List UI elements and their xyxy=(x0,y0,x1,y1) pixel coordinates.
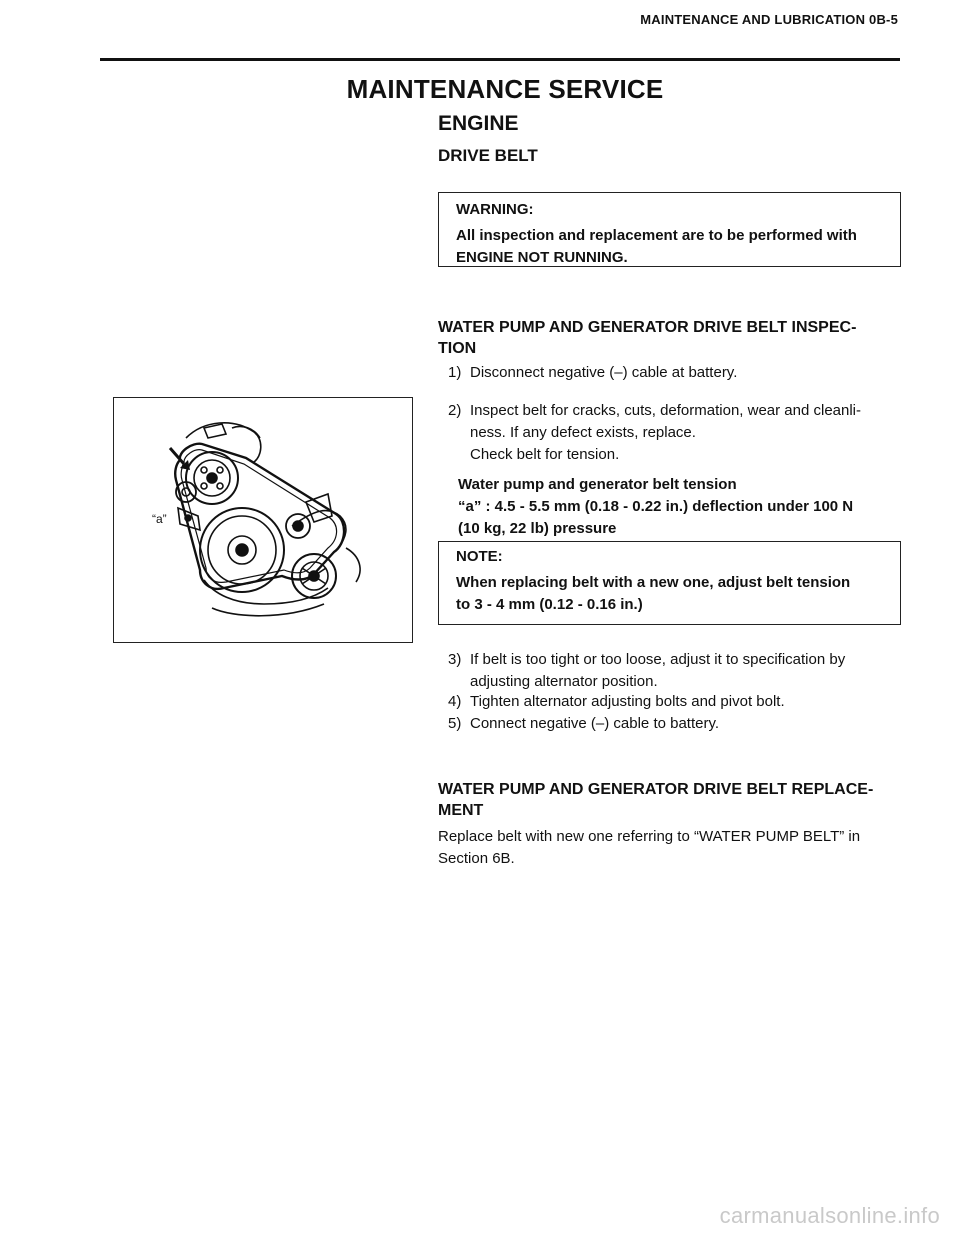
step-2-line-3: Check belt for tension. xyxy=(470,446,620,463)
belt-tension-spec xyxy=(458,474,898,540)
step-3-line-1: If belt is too tight or too loose, adjust it to specification by xyxy=(470,651,846,668)
inspection-title-line-2: TION xyxy=(438,340,477,357)
step-4-number: 4) xyxy=(448,693,462,710)
warning-line-2: ENGINE NOT RUNNING. xyxy=(456,249,628,266)
step-5-number: 5) xyxy=(448,715,462,732)
replacement-text-line-1: Replace belt with new one referring to “WATER PUMP BELT” in xyxy=(438,828,861,845)
header-rule xyxy=(100,58,900,61)
replacement-title-line-2: MENT xyxy=(438,802,484,819)
step-1 xyxy=(448,362,898,384)
drive-belt-illustration xyxy=(114,398,412,642)
note-text xyxy=(456,572,900,616)
arrow-icon xyxy=(170,448,190,470)
watermark: carmanualsonline.info xyxy=(719,1203,940,1228)
subsection-heading: DRIVE BELT xyxy=(438,146,538,165)
step-1-number: 1) xyxy=(448,364,462,381)
step-2-line-1: Inspect belt for cracks, cuts, deformation, wear and cleanli- xyxy=(470,402,862,419)
note-line-1: When replacing belt with a new one, adjust belt tension xyxy=(456,574,851,591)
spec-line-2: “a” : 4.5 - 5.5 mm (0.18 - 0.22 in.) deflection under 100 N xyxy=(458,498,854,515)
replacement-title-line-1: WATER PUMP AND GENERATOR DRIVE BELT REPLACE- xyxy=(438,781,874,798)
note-title: NOTE: xyxy=(456,548,503,565)
warning-line-1: All inspection and replacement are to be performed with xyxy=(456,227,857,244)
step-2-line-2: ness. If any defect exists, replace. xyxy=(470,424,696,441)
section-heading: ENGINE xyxy=(438,112,519,135)
step-1-text: Disconnect negative (–) cable at battery. xyxy=(470,364,738,381)
spec-line-3: (10 kg, 22 lb) pressure xyxy=(458,520,617,537)
step-5 xyxy=(448,713,898,735)
step-3-number: 3) xyxy=(448,651,462,668)
step-4 xyxy=(448,691,898,713)
inspection-title xyxy=(438,317,898,359)
step-3 xyxy=(448,649,898,693)
warning-title: WARNING: xyxy=(456,201,534,218)
step-5-text: Connect negative (–) cable to battery. xyxy=(470,715,720,732)
replacement-title xyxy=(438,779,898,821)
step-3-line-2: adjusting alternator position. xyxy=(470,673,658,690)
warning-text xyxy=(456,225,900,269)
replacement-text xyxy=(438,826,898,870)
warning-box xyxy=(438,192,901,267)
step-2 xyxy=(448,400,898,466)
note-box xyxy=(438,541,901,625)
step-2-number: 2) xyxy=(448,402,462,419)
inspection-title-line-1: WATER PUMP AND GENERATOR DRIVE BELT INSPEC- xyxy=(438,319,857,336)
page-title: MAINTENANCE SERVICE xyxy=(346,74,664,104)
spec-line-1: Water pump and generator belt tension xyxy=(458,476,737,493)
running-header: MAINTENANCE AND LUBRICATION 0B-5 xyxy=(640,12,898,27)
figure-label-a: “a” xyxy=(152,512,167,526)
replacement-text-line-2: Section 6B. xyxy=(438,850,515,867)
note-line-2: to 3 - 4 mm (0.12 - 0.16 in.) xyxy=(456,596,643,613)
drive-belt-figure xyxy=(113,397,413,643)
step-4-text: Tighten alternator adjusting bolts and pivot bolt. xyxy=(470,693,785,710)
